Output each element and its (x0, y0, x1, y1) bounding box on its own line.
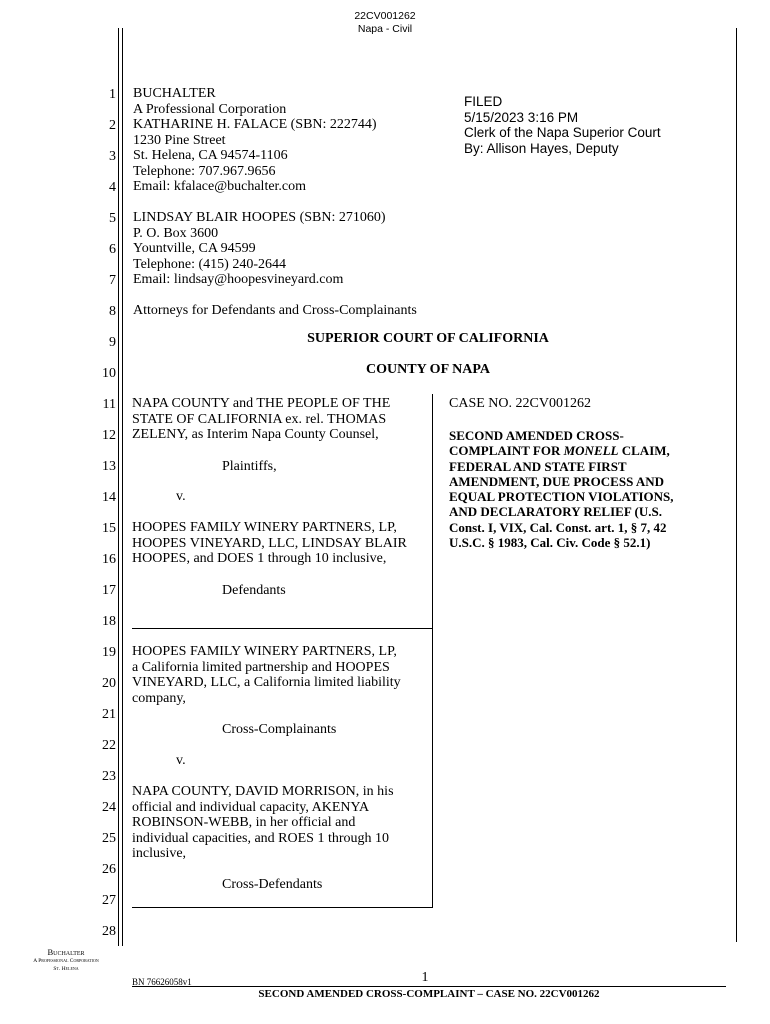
title-text: COMPLAINT FOR (449, 443, 564, 459)
caption-box-bottom-rule (132, 907, 432, 908)
title-line: Const. I, VIX, Cal. Const. art. 1, § 7, 42 (449, 519, 667, 535)
line-number: 12 (102, 428, 116, 443)
page-number: 1 (421, 970, 429, 985)
caption-cross-defendants (132, 784, 432, 862)
firm-logo-name: Buchalter (47, 947, 85, 957)
po-box: P. O. Box 3600 (133, 225, 219, 241)
case-code: 22CV001262 (354, 10, 416, 22)
line-number: 17 (102, 583, 116, 598)
footer-title: SECOND AMENDED CROSS-COMPLAINT – CASE NO. 22CV001262 (258, 988, 600, 1000)
telephone: Telephone: 707.967.9656 (133, 163, 276, 179)
caption-line: STATE OF CALIFORNIA ex. rel. THOMAS (132, 411, 387, 427)
cross-defendants-label: Cross-Defendants (222, 877, 323, 892)
attorney-block-primary (133, 86, 453, 195)
line-number: 9 (109, 335, 116, 350)
line-number: 28 (102, 924, 116, 939)
title-line: AND DECLARATORY RELIEF (U.S. (449, 504, 662, 520)
attorneys-for: Attorneys for Defendants and Cross-Complainants (133, 303, 417, 318)
line-number: 3 (109, 149, 116, 164)
line-number: 20 (102, 676, 116, 691)
city-state-zip: Yountville, CA 94599 (133, 241, 256, 256)
left-margin-rule-inner (122, 28, 123, 946)
line-number: 18 (102, 614, 116, 629)
line-number: 7 (109, 273, 116, 288)
line-number: 16 (102, 552, 116, 567)
line-number: 2 (109, 118, 116, 133)
caption-line: a California limited partnership and HOOPES (132, 659, 390, 675)
line-number: 13 (102, 459, 116, 474)
title-line: SECOND AMENDED CROSS- (449, 428, 624, 443)
telephone: Telephone: (415) 240-2644 (133, 256, 286, 272)
line-number: 14 (102, 490, 116, 505)
attorney-name: KATHARINE H. FALACE (SBN: 222744) (133, 117, 377, 132)
line-number: 6 (109, 242, 116, 257)
street-address: 1230 Pine Street (133, 132, 226, 148)
line-number: 11 (102, 397, 116, 412)
title-italic-text: MONELL (563, 443, 619, 459)
caption-line: ROBINSON-WEBB, in her official and (132, 815, 356, 830)
title-line: FEDERAL AND STATE FIRST (449, 458, 627, 474)
right-margin-rule (736, 28, 737, 942)
caption-line: HOOPES VINEYARD, LLC, LINDSAY BLAIR (132, 535, 407, 551)
line-number: 27 (102, 893, 116, 908)
caption-plaintiffs (132, 396, 432, 443)
court-division: Napa - Civil (357, 23, 413, 35)
title-line: AMENDMENT, DUE PROCESS AND (449, 473, 664, 489)
title-line: U.S.C. § 1983, Cal. Civ. Code § 52.1) (449, 535, 651, 551)
document-title (449, 428, 734, 550)
caption-line: official and individual capacity, AKENYA (132, 799, 370, 815)
line-number: 24 (102, 800, 116, 815)
filed-datetime: 5/15/2023 3:16 PM (464, 109, 579, 125)
firm-type: A Professional Corporation (133, 101, 287, 117)
caption-line: HOOPES FAMILY WINERY PARTNERS, LP, (132, 520, 397, 535)
city-state-zip: St. Helena, CA 94574-1106 (133, 148, 288, 163)
caption-cross-complainants (132, 644, 437, 706)
court-county: COUNTY OF NAPA (366, 362, 490, 377)
line-number: 21 (102, 707, 116, 722)
line-number: 26 (102, 862, 116, 877)
filed-deputy: By: Allison Hayes, Deputy (464, 140, 619, 156)
line-number: 5 (109, 211, 116, 226)
caption-defendants (132, 520, 437, 567)
caption-line: individual capacities, and ROES 1 through 10 (132, 830, 390, 846)
title-line (449, 443, 734, 458)
caption-line: NAPA COUNTY, DAVID MORRISON, in his (132, 784, 394, 799)
title-text: CLAIM, (618, 443, 670, 459)
defendants-label: Defendants (222, 583, 286, 598)
caption-line: VINEYARD, LLC, a California limited liability (132, 675, 401, 690)
versus-2: v. (176, 753, 186, 768)
footer-doc-id: BN 76626058v1 (132, 977, 192, 987)
header (300, 10, 470, 36)
line-number: 4 (109, 180, 116, 195)
line-number: 8 (109, 304, 116, 319)
filed-stamp (464, 94, 734, 156)
caption-line: company, (132, 690, 186, 706)
firm-logo-subtitle: A Professional Corporation (33, 958, 99, 964)
email: Email: kfalace@buchalter.com (133, 179, 307, 194)
plaintiffs-label: Plaintiffs, (222, 459, 277, 474)
line-number: 10 (102, 366, 116, 381)
title-line: EQUAL PROTECTION VIOLATIONS, (449, 489, 674, 505)
line-number: 15 (102, 521, 116, 536)
versus-1: v. (176, 489, 186, 504)
line-number: 1 (109, 87, 116, 102)
filed-label: FILED (464, 94, 503, 109)
case-number: CASE NO. 22CV001262 (449, 396, 591, 411)
firm-name: BUCHALTER (133, 86, 216, 101)
court-name: SUPERIOR COURT OF CALIFORNIA (307, 331, 549, 346)
filed-clerk: Clerk of the Napa Superior Court (464, 125, 661, 140)
caption-line: inclusive, (132, 846, 187, 861)
footer-rule (132, 986, 726, 987)
caption-divider (132, 628, 432, 629)
footer-firm-logo (0, 947, 132, 973)
attorney-name: LINDSAY BLAIR HOOPES (SBN: 271060) (133, 210, 386, 225)
line-number: 22 (102, 738, 116, 753)
left-margin-rule-outer (118, 28, 119, 946)
line-number: 19 (102, 645, 116, 660)
caption-line: ZELENY, as Interim Napa County Counsel, (132, 427, 379, 442)
caption-line: HOOPES, and DOES 1 through 10 inclusive, (132, 551, 387, 566)
email: Email: lindsay@hoopesvineyard.com (133, 272, 344, 287)
attorney-block-secondary (133, 210, 453, 288)
caption-box-right-rule (432, 394, 433, 908)
caption-line: HOOPES FAMILY WINERY PARTNERS, LP, (132, 644, 397, 659)
line-number: 23 (102, 769, 116, 784)
cross-complainants-label: Cross-Complainants (222, 722, 337, 737)
caption-line: NAPA COUNTY and THE PEOPLE OF THE (132, 396, 391, 411)
line-number: 25 (102, 831, 116, 846)
firm-logo-city: St. Helena (53, 966, 79, 972)
